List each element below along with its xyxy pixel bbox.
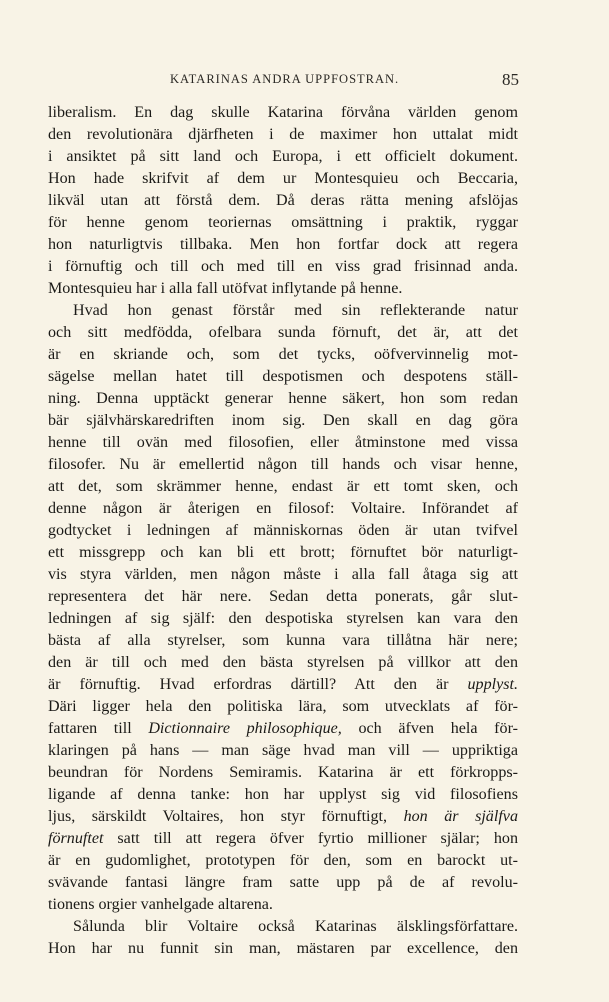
page-header xyxy=(48,72,518,94)
text-line xyxy=(48,806,518,828)
text-line: Däri ligger hela den politiska lära, som utvecklats af för- xyxy=(48,698,518,715)
text-line: bästa af alla styrelser, som kunna vara tillåtna här nere; xyxy=(48,632,518,649)
italic-run: förnuftet xyxy=(48,830,104,847)
text-line: likväl utan att förstå dem. Då deras rätta mening afslöjas xyxy=(48,192,518,209)
italic-run: hon är själfva xyxy=(403,808,518,825)
text-run: är förnuftig. Hvad erfordras därtill? Att den är xyxy=(48,676,468,693)
text-line xyxy=(48,718,518,740)
text-line: i ansiktet på sitt land och Europa, i ett officielt dokument. xyxy=(48,148,518,165)
text-line: ledningen af sig själf: den despotiska styrelsen kan vara den xyxy=(48,610,518,627)
text-line: henne till ovän med filosofien, eller åtminstone med vissa xyxy=(48,434,518,451)
text-line: Sålunda blir Voltaire också Katarinas älsklingsförfattare. xyxy=(73,918,518,935)
text-line: klaringen på hans — man säge hvad man vill — uppriktiga xyxy=(48,742,518,759)
text-line: bär självhärskaredriften inom sig. Den skall en dag göra xyxy=(48,412,518,429)
text-line: hon naturligtvis tillbaka. Men hon fortfar dock att regera xyxy=(48,236,518,253)
text-line: för henne genom teoriernas omsättning i praktik, ryggar xyxy=(48,214,518,231)
text-line: ett missgrepp och kan bli ett brott; förnuftet bör naturligt- xyxy=(48,544,518,561)
text-line: Hvad hon genast förstår med sin reflekterande natur xyxy=(73,302,518,319)
text-line: Hon hade skrifvit af dem ur Montesquieu och Beccaria, xyxy=(48,170,518,187)
text-line: ning. Denna upptäckt generar henne säkert, hon som redan xyxy=(48,390,518,407)
text-line: beundran för Nordens Semiramis. Katarina är ett förkropps- xyxy=(48,764,518,781)
text-run: fattaren till xyxy=(48,720,149,737)
text-line: i förnuftig och till och med till en viss grad frisinnad anda. xyxy=(48,258,518,275)
italic-run: upplyst. xyxy=(467,676,518,693)
text-line: sägelse mellan hatet till despotismen och despotens ställ- xyxy=(48,368,518,385)
text-line: den är till och med den bästa styrelsen på villkor att den xyxy=(48,654,518,671)
text-line: Montesquieu har i alla fall utöfvat inflytande på henne. xyxy=(48,280,403,297)
text-line: ligande af denna tanke: hon har upplyst sig vid filosofiens xyxy=(48,786,518,803)
italic-run: Dictionnaire philosophique, xyxy=(148,720,342,737)
body-text xyxy=(48,102,518,960)
text-line xyxy=(48,828,518,850)
text-line: filosofer. Nu är emellertid någon till hands och visar henne, xyxy=(48,456,518,473)
text-line: tionens orgier vanhelgade altarena. xyxy=(48,896,273,913)
text-run: satt till att regera öfver fyrtio millioner själar; hon xyxy=(103,830,518,847)
text-line: denne någon är återigen en filosof: Voltaire. Införandet af xyxy=(48,500,518,517)
text-line: svävande fantasi längre fram satte upp på de af revolu- xyxy=(48,874,518,891)
text-line: vis styra världen, men någon måste i alla fall åtaga sig att xyxy=(48,566,518,583)
text-line: är en skriande och, som det tycks, oöfvervinnelig mot- xyxy=(48,346,518,363)
running-head: KATARINAS ANDRA UPPFOSTRAN. xyxy=(170,72,400,86)
text-line: liberalism. En dag skulle Katarina förvåna världen genom xyxy=(48,104,518,121)
text-run: och äfven hela för- xyxy=(341,720,518,737)
text-line xyxy=(48,674,518,696)
text-line: och sitt medfödda, ofelbara sunda förnuft, det är, att det xyxy=(48,324,518,341)
page-number: 85 xyxy=(502,70,519,89)
text-line: godtycket i ledningen af människornas öden är utan tvifvel xyxy=(48,522,518,539)
text-run: ljus, särskildt Voltaires, hon styr förnuftigt, xyxy=(48,808,404,825)
text-line: Hon har nu funnit sin man, mästaren par excellence, den xyxy=(48,940,518,957)
text-line: att det, som skrämmer henne, endast är ett tomt sken, och xyxy=(48,478,518,495)
text-line: den revolutionära djärfheten i de maximer hon uttalat midt xyxy=(48,126,518,143)
text-line: representera det här nere. Sedan detta ponerats, går slut- xyxy=(48,588,518,605)
text-line: är en gudomlighet, prototypen för den, som en barockt ut- xyxy=(48,852,518,869)
